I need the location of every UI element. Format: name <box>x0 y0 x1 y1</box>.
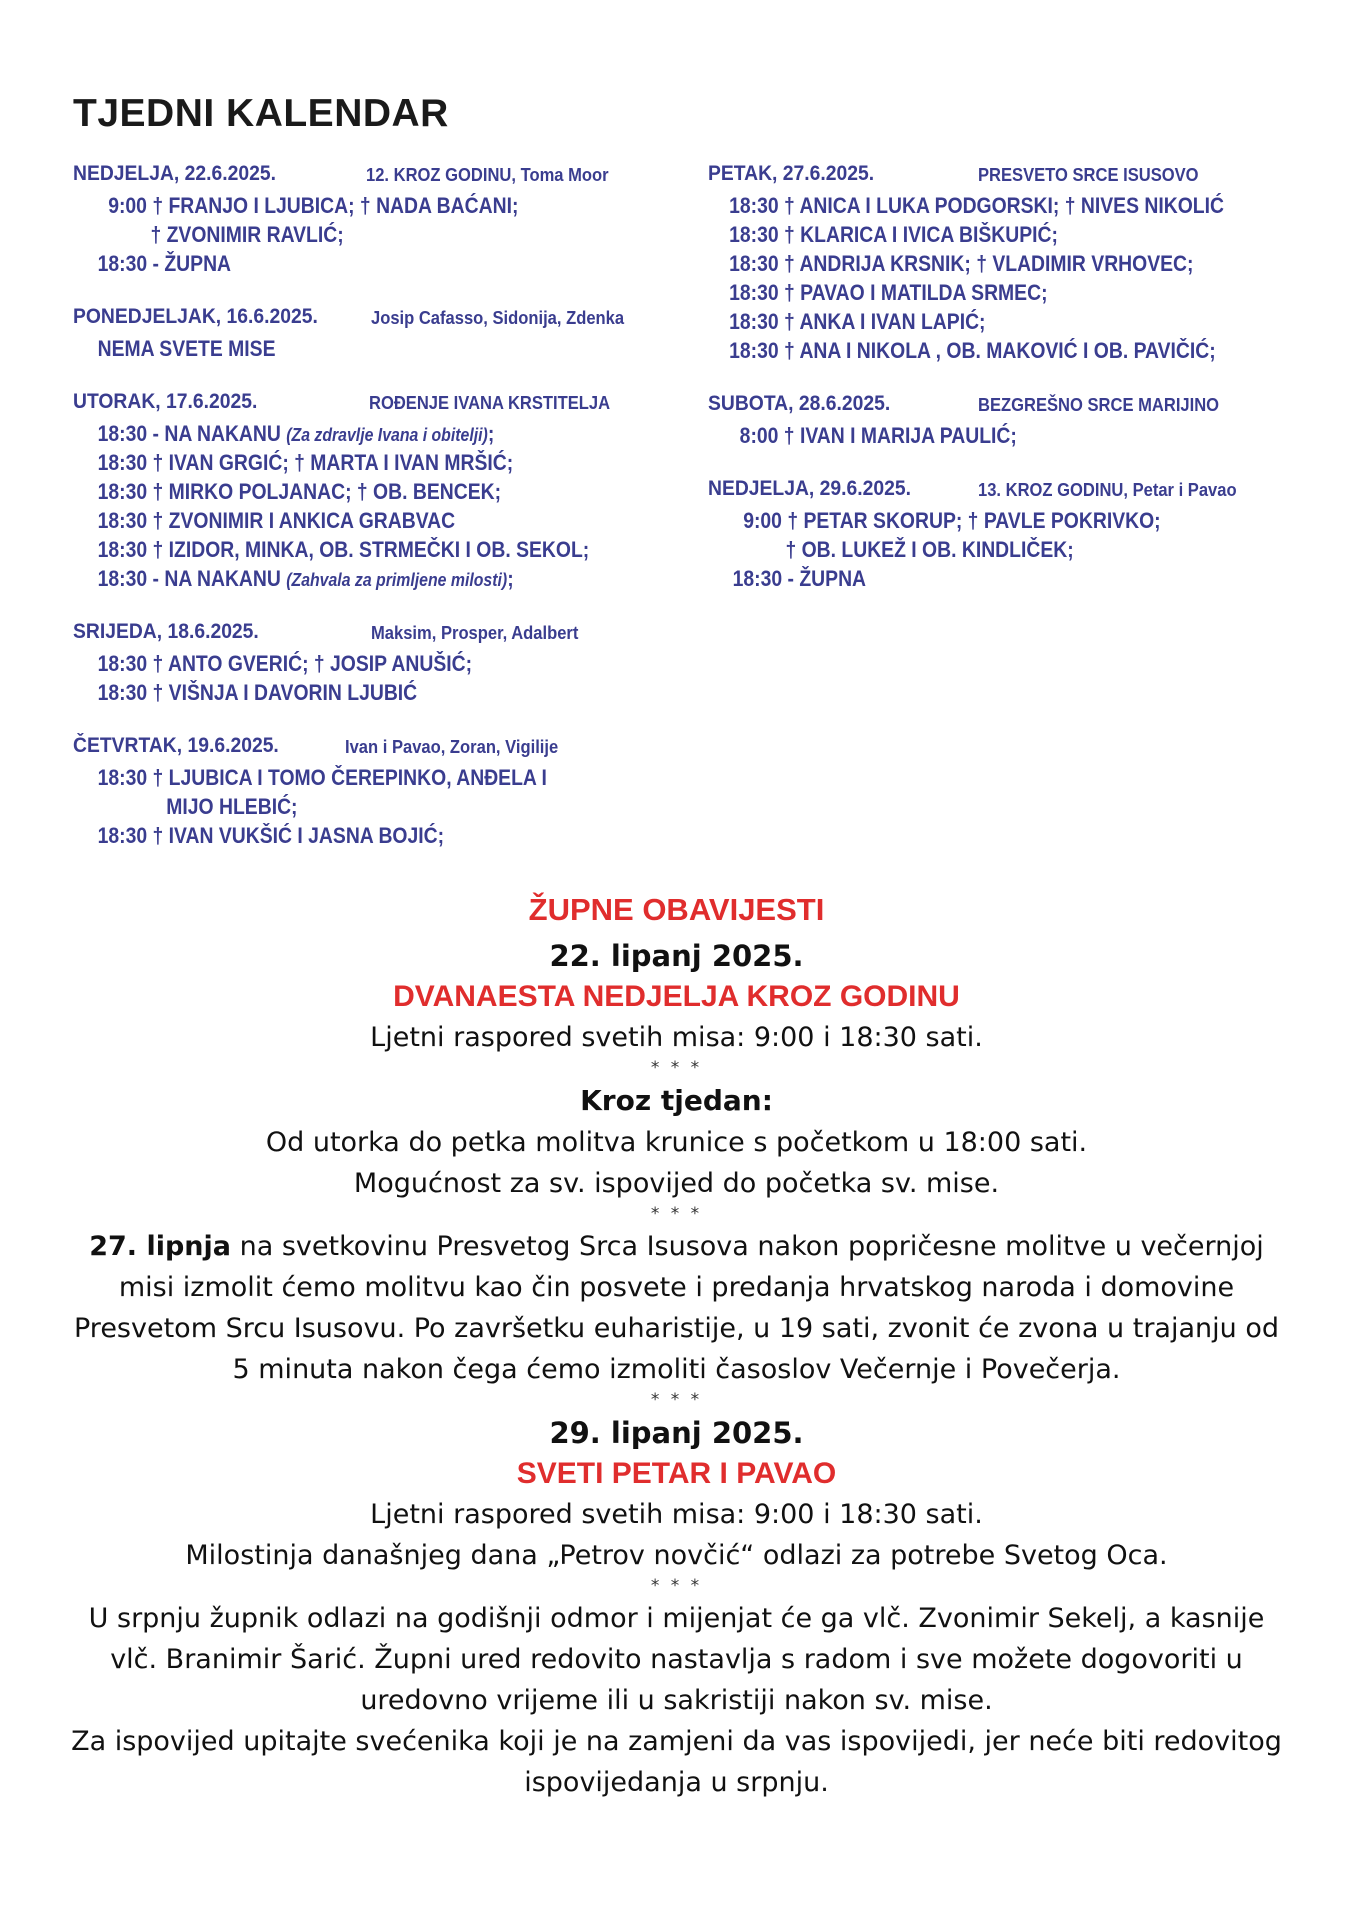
july-paragraph: U srpnju župnik odlazi na godišnji odmor i mijenjat će ga vlč. Zvonimir Sekelj, a kasnije vlč. Branimir Šarić. Župni ured redovito nastavlja s radom i sve možete dogovoriti u uredovno vrijeme ili u sakristiji nakon sv. mise. <box>88 1603 1265 1716</box>
intention-text: 18:30 † IZIDOR, MINKA, OB. STRMEČKI I OB. SEKOL; <box>97 537 590 562</box>
mass-intention-line <box>708 506 1254 535</box>
intention-text: 8:00 † IVAN I MARIJA PAULIĆ; <box>739 423 1017 448</box>
mass-intention-line <box>708 278 1254 307</box>
calendar-day <box>73 734 673 850</box>
separator-stars: * * * <box>650 1576 703 1596</box>
day-feast-note: 12. KROZ GODINU, Toma Moor <box>366 165 609 185</box>
day-feast-note: Maksim, Prosper, Adalbert <box>371 623 579 643</box>
intention-text: 18:30 † IVAN GRGIĆ; † MARTA I IVAN MRŠIĆ; <box>97 450 514 475</box>
june27-paragraph <box>60 1226 1293 1390</box>
mass-intention-line <box>708 191 1254 220</box>
notice-date-2: 29. lipanj 2025. <box>549 1416 804 1450</box>
week-line-rosary: Od utorka do petka molitva krunice s početkom u 18:00 sati. <box>265 1127 1088 1158</box>
notice-schedule-2: Ljetni raspored svetih misa: 9:00 i 18:30 sati. <box>370 1499 983 1530</box>
parish-notices <box>60 885 1293 1803</box>
intention-text: 18:30 † ANTO GVERIĆ; † JOSIP ANUŠIĆ; <box>97 651 473 676</box>
day-header <box>73 390 673 419</box>
intention-text: 18:30 † ANDRIJA KRSNIK; † VLADIMIR VRHOVEC; <box>729 251 1194 276</box>
calendar-day <box>73 390 673 593</box>
mass-intention-line <box>708 336 1254 365</box>
intention-text: NEMA SVETE MISE <box>97 336 276 361</box>
day-date: NEDJELJA, 29.6.2025. <box>708 477 911 500</box>
mass-intention-line <box>708 249 1254 278</box>
mass-intention-line <box>708 421 1254 450</box>
intention-text: † ZVONIMIR RAVLIĆ; <box>150 222 344 247</box>
mass-intention-line <box>73 419 601 448</box>
intention-text: 18:30 † KLARICA I IVICA BIŠKUPIĆ; <box>729 222 1058 247</box>
intention-text: † OB. LUKEŽ I OB. KINDLIČEK; <box>785 537 1074 562</box>
calendar-day <box>708 392 1328 450</box>
calendar-left-column <box>73 162 673 877</box>
notice-schedule-1: Ljetni raspored svetih misa: 9:00 i 18:30 sati. <box>370 1022 983 1053</box>
intention-text: 18:30 † MIRKO POLJANAC; † OB. BENCEK; <box>97 479 502 504</box>
separator-stars: * * * <box>650 1390 703 1410</box>
intention-text: 18:30 † ZVONIMIR I ANKICA GRABVAC <box>97 508 456 533</box>
day-date: PETAK, 27.6.2025. <box>708 162 875 185</box>
day-header <box>73 734 673 763</box>
mass-intention-line <box>73 506 601 535</box>
intention-text: 18:30 † ANICA I LUKA PODGORSKI; † NIVES NIKOLIĆ <box>729 193 1224 218</box>
day-feast-note: PRESVETO SRCE ISUSOVO <box>978 165 1199 185</box>
intention-text: 18:30 † ANKA I IVAN LAPIĆ; <box>729 309 986 334</box>
separator-stars: * * * <box>650 1204 703 1224</box>
confession-paragraph: Za ispovijed upitajte svećenika koji je na zamjeni da vas ispovijedi, jer neće biti redovitog ispovijedanja u srpnju. <box>71 1726 1282 1798</box>
intention-text: 9:00 † FRANJO I LJUBICA; † NADA BAĆANI; <box>108 193 519 218</box>
calendar-right-column <box>708 162 1328 620</box>
intention-text: 18:30 † VIŠNJA I DAVORIN LJUBIĆ <box>97 680 418 705</box>
day-header <box>73 620 673 649</box>
day-feast-note: Ivan i Pavao, Zoran, Vigilije <box>345 737 559 757</box>
mass-intention-line <box>73 821 601 850</box>
calendar-day <box>73 620 673 707</box>
intention-tail: ; <box>507 566 514 591</box>
day-date: PONEDJELJAK, 16.6.2025. <box>73 305 318 328</box>
mass-intention-line <box>73 792 601 821</box>
mass-intention-line <box>73 649 601 678</box>
mass-intention-line <box>73 477 601 506</box>
week-line-confession: Mogućnost za sv. ispovijed do početka sv. mise. <box>353 1168 1000 1199</box>
day-date: SRIJEDA, 18.6.2025. <box>73 620 259 643</box>
week-heading: Kroz tjedan: <box>580 1084 773 1117</box>
intention-note: (Za zdravlje Ivana i obitelji) <box>286 425 488 445</box>
june27-text: na svetkovinu Presvetog Srca Isusova nakon popričesne molitve u večernjoj misi izmolit ćemo molitvu kao čin posvete i predanja hrvatskog naroda i domovine Presvetom Srcu Isusovu. Po završetku euharistije, u 19 sati, zvonit će zvona u trajanju od 5 minuta nakon čega ćemo izmoliti časoslov Večernje i Povečerja. <box>74 1231 1279 1385</box>
mass-intention-line <box>73 220 601 249</box>
intention-text: 18:30 - NA NAKANU <box>97 566 287 591</box>
day-feast-note: BEZGREŠNO SRCE MARIJINO <box>978 395 1220 415</box>
mass-intention-line <box>73 448 601 477</box>
mass-intention-line <box>708 307 1254 336</box>
intention-tail: ; <box>487 421 495 446</box>
day-header <box>73 305 673 334</box>
mass-intention-line <box>708 564 1254 593</box>
notices-title: ŽUPNE OBAVIJESTI <box>528 892 825 927</box>
mass-intention-line <box>708 220 1254 249</box>
day-date: UTORAK, 17.6.2025. <box>73 390 258 413</box>
calendar-day <box>708 477 1328 593</box>
calendar-day <box>73 305 673 363</box>
day-feast-note: ROĐENJE IVANA KRSTITELJA <box>369 393 611 413</box>
day-header <box>708 392 1328 421</box>
day-date: NEDJELJA, 22.6.2025. <box>73 162 276 185</box>
intention-text: 18:30 † LJUBICA I TOMO ČEREPINKO, ANĐELA I <box>97 765 547 790</box>
mass-intention-line <box>73 249 601 278</box>
intention-text: 18:30 - NA NAKANU <box>97 421 287 446</box>
day-date: ČETVRTAK, 19.6.2025. <box>73 734 279 757</box>
calendar-day <box>73 162 673 278</box>
day-header <box>708 477 1328 506</box>
day-date: SUBOTA, 28.6.2025. <box>708 392 891 415</box>
day-feast-note: 13. KROZ GODINU, Petar i Pavao <box>978 480 1237 500</box>
intention-text: 18:30 - ŽUPNA <box>732 566 867 591</box>
notice-feast-name: SVETI PETAR I PAVAO <box>516 1457 837 1490</box>
intention-text: 18:30 - ŽUPNA <box>97 251 232 276</box>
intention-text: MIJO HLEBIĆ; <box>166 794 298 819</box>
mass-intention-line <box>73 191 601 220</box>
notice-collection: Milostinja današnjeg dana „Petrov novčić“ odlazi za potrebe Svetog Oca. <box>185 1540 1168 1571</box>
intention-note: (Zahvala za primljene milosti) <box>286 570 508 590</box>
june27-bold: 27. lipnja <box>89 1231 231 1262</box>
calendar-day <box>708 162 1328 365</box>
mass-intention-line <box>708 535 1254 564</box>
separator-stars: * * * <box>650 1058 703 1078</box>
mass-intention-line <box>73 763 601 792</box>
day-header <box>708 162 1328 191</box>
mass-intention-line <box>73 564 601 593</box>
notice-sunday-name: DVANAESTA NEDJELJA KROZ GODINU <box>393 980 960 1013</box>
mass-intention-line <box>73 678 601 707</box>
intention-text: 18:30 † PAVAO I MATILDA SRMEC; <box>729 280 1048 305</box>
intention-text: 9:00 † PETAR SKORUP; † PAVLE POKRIVKO; <box>743 508 1161 533</box>
page-title: TJEDNI KALENDAR <box>73 92 449 135</box>
mass-intention-line <box>73 535 601 564</box>
intention-text: 18:30 † ANA I NIKOLA , OB. MAKOVIĆ I OB. PAVIČIĆ; <box>729 338 1216 363</box>
day-feast-note: Josip Cafasso, Sidonija, Zdenka <box>371 308 625 328</box>
mass-intention-line <box>73 334 601 363</box>
day-header <box>73 162 673 191</box>
intention-text: 18:30 † IVAN VUKŠIĆ I JASNA BOJIĆ; <box>97 823 445 848</box>
notice-date-1: 22. lipanj 2025. <box>549 939 804 973</box>
